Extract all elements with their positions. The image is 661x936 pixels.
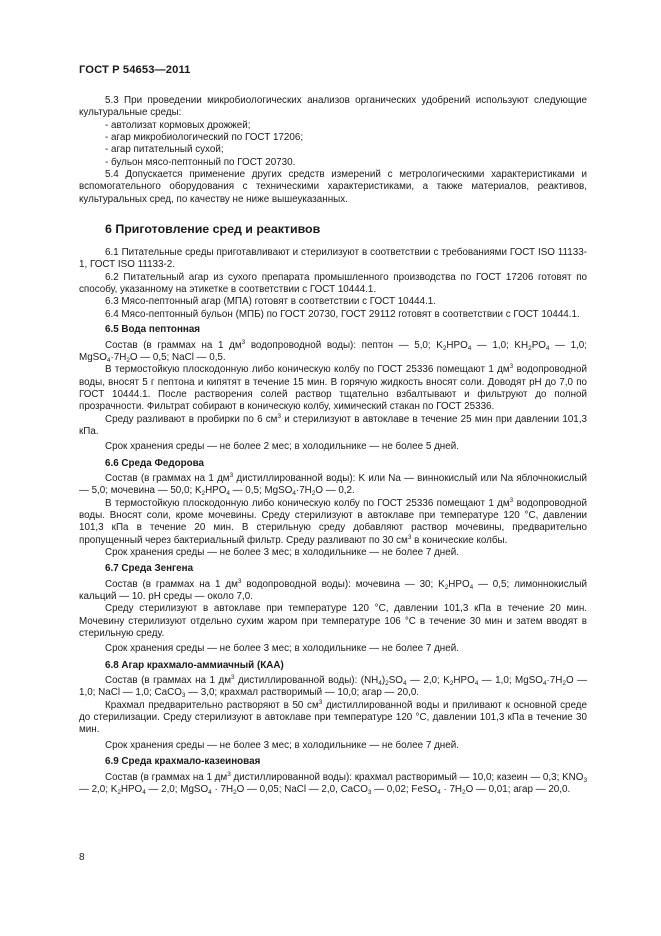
subsection-6-6-title: 6.6 Среда Федорова xyxy=(105,457,205,469)
storage-6-5: Срок хранения среды — не более 2 мес; в холодильнике — не более 5 дней. xyxy=(105,441,459,453)
composition-6-9: Состав (в граммах на 1 $дм^3$ дистиллированной воды): крахмал растворимый — 10,0; казеин — 0,3; $KNO_3$ — 2,0; $K_2HPO_4$ — 2,0; MgSO$_4$ · $7H_2O$ — 0,05; NaCl — 2,0, CaCO$_3$ — 0,02; FeSO$_4$ · $7H_2O$ — 0,01; агар — 20,0. xyxy=(79,770,587,796)
paragraph-6-3: 6.3 Мясо-пептонный агар (МПА) готовят в соответствии с ГОСТ 10444.1. xyxy=(105,296,437,308)
paragraph-5-3: 5.3 При проведении микробиологических анализов органических удобрений используют следующие культуральные среды: xyxy=(79,95,587,119)
paragraph-6-4: 6.4 Мясо-пептонный бульон (МПБ) по ГОСТ 20730, ГОСТ 29112 готовят в соответствии с ГОСТ 10444.1. xyxy=(105,308,580,320)
subsection-6-9-title: 6.9 Среда крахмало-казеиновая xyxy=(105,756,261,768)
list-item: - агар питательный сухой; xyxy=(105,144,224,156)
storage-6-7: Срок хранения среды — не более 3 мес; в холодильнике — не более 7 дней. xyxy=(105,643,459,655)
preparation-6-8: Крахмал предварительно растворяют в 50 $см^3$ дистиллированной воды и приливают к основной среде до стерилизации. Среду стерилизуют в автоклаве при температуре 120 °С, давлении 101,3 кПа в течение 30 мин. xyxy=(79,698,587,736)
subsection-6-7-title: 6.7 Среда Зенгена xyxy=(105,563,194,575)
standard-header: ГОСТ Р 54653—2011 xyxy=(79,64,191,76)
distribution-6-5: Среду разливают в пробирки по 6 $см^3$ и стерилизуют в автоклаве в течение 25 мин при давлении 101,3 кПа. xyxy=(79,412,587,437)
list-item: - автолизат кормовых дрожжей; xyxy=(105,119,251,131)
storage-6-8: Срок хранения среды — не более 3 мес; в холодильнике — не более 7 дней. xyxy=(105,739,459,751)
subsection-6-5-title: 6.5 Вода пептонная xyxy=(105,324,201,336)
paragraph-5-4: 5.4 Допускается применение других средств измерений с метрологическими характеристиками и вспомогательного оборудования с техническими характеристиками, а также материалов, реактивов, культуральных сред, по качеству не ниже вышеуказанных. xyxy=(79,169,587,205)
list-item: - агар микробиологический по ГОСТ 17206; xyxy=(105,132,304,144)
preparation-6-7: Среду стерилизуют в автоклаве при температуре 120 °С, давлении 101,3 кПа в течение 20 мин. Мочевину стерилизуют отдельно сухим жаром при температуре 106 °С в течение 30 мин и затем вводят в стерильную среду. xyxy=(79,603,587,640)
section-6-heading: 6 Приготовление сред и реактивов xyxy=(105,222,321,237)
page-number: 8 xyxy=(79,852,85,863)
subsection-6-8-title: 6.8 Агар крахмало-аммиачный (КАА) xyxy=(105,659,284,671)
paragraph-6-1: 6.1 Питательные среды приготавливают и стерилизуют в соответствии с требованиями ГОСТ ISO 11133-1, ГОСТ ISO 11133-2. xyxy=(79,247,587,271)
composition-6-6: Состав (в граммах на 1 $дм^3$ дистиллированной воды): K или Na — виннокислый или Na яблочнокислый — 5,0; мочевина — 50,0; $K_2HPO_4$ — 0,5; $MgSO_4\cdot 7H_2O$ — 0,2. xyxy=(79,471,587,498)
composition-6-8: Состав (в граммах на 1 $дм^3$ дистиллированной воды): $(NH_4)_2SO_4$ — 2,0; $K_2HPO_4$ — 1,0; $MgSO_4\cdot 7H_2O$ — 1,0; NaCl — 1,0; CaCO$_3$ — 3,0; крахмал растворимый — 10,0; агар — 20,0. xyxy=(79,674,587,700)
storage-6-6: Срок хранения среды — не более 3 мес; в холодильнике — не более 7 дней. xyxy=(105,547,459,558)
composition-6-7: Состав (в граммах на 1 $дм^3$ водопроводной воды): мочевина — 30; $K_2HPO_4$ — 0,5; лимоннокислый кальций — 10. pH среды — около 7,0. xyxy=(79,577,587,603)
page-content xyxy=(79,95,587,796)
preparation-6-5: В термостойкую плоскодонную либо коническую колбу по ГОСТ 25336 помещают 1 $дм^3$ водопроводной воды, вносят 5 г пептона и кипятят в течение 15 мин. В горячую жидкость вносят соли. Доводят pH до 7,0 по ГОСТ 10444.1. После растворения солей раствор тщательно взбалтывают и фильтруют до полной прозрачности. Фильтрат собирают в коническую колбу, химический стакан по ГОСТ 25336. xyxy=(79,363,587,413)
paragraph-6-2: 6.2 Питательный агар из сухого препарата промышленного производства по ГОСТ 17206 готовят по способу, указанному на этикетке в соответствии с ГОСТ 10444.1. xyxy=(79,271,587,296)
preparation-6-6: В термостойкую плоскодонную либо коническую колбу по ГОСТ 25336 помещают 1 $дм^3$ водопроводной воды. Вносят соли, кроме мочевины. Среду стерилизуют в автоклаве при температуре 120 °С, давлении 101,3 кПа в течение 20 мин. В стерильную среду добавляют раствор мочевины, предварительно пропущенный через бактериальный фильтр. Среду разливают по 30 $см^3$ в конические колбы. xyxy=(79,496,587,546)
list-item: - бульон мясо-пептонный по ГОСТ 20730. xyxy=(105,156,296,168)
composition-6-5: Состав (в граммах на 1 $дм^3$ водопроводной воды): пептон — 5,0; $K_2HPO_4$ — 1,0; $KH_2PO_4$ — 1,0; $MgSO_4\cdot 7H_2O$ — 0,5; NaCl — 0,5. xyxy=(79,338,587,364)
